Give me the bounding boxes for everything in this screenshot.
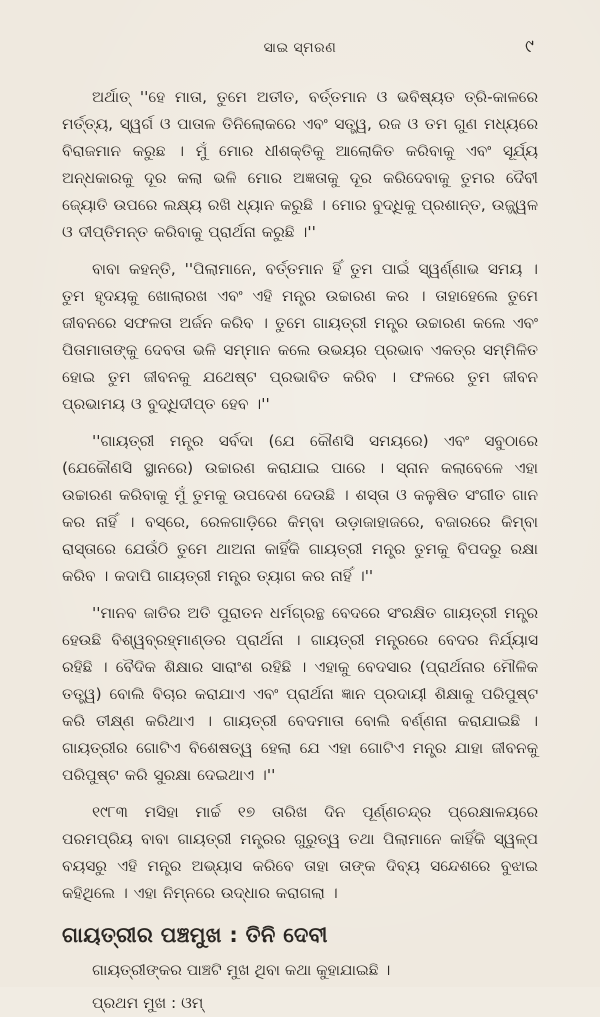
running-title: ସାଇ ସ୍ମରଣ: [263, 40, 337, 56]
section-line-2: ପ୍ରଥମ ମୁଖ : ଓମ୍: [92, 994, 204, 1012]
paragraph-2: ବାବା କହନ୍ତି, ''ପିଲାମାନେ, ବର୍ତ୍ତମାନ ହିଁ ତୁମ ପାଇଁ ସ୍ୱର୍ଣ୍ଣାଭ ସମୟ । ତୁମ ହୃଦୟକୁ ଖୋଲାରଖ ଏବଂ ଏହି ମନ୍ତ୍ର ଉଚ୍ଚାରଣ କର । ତାହାହେଲେ ତୁମେ ଜୀବନରେ ସଫଳତା ଅର୍ଜନ କରିବ । ତୁମେ ଗାୟତ୍ରୀ ମନ୍ତ୍ର ଉଚ୍ଚାରଣ କଲେ ଏବଂ ପିତାମାତାଙ୍କୁ ଦେବତା ଭଳି ସମ୍ମାନ କଲେ ଉଭୟର ପ୍ରଭାବ ଏକତ୍ର ସମ୍ମିଳିତ ହୋଇ ତୁମ ଜୀବନକୁ ଯଥେଷ୍ଟ ପ୍ରଭାବିତ କରିବ । ଫଳରେ ତୁମ ଜୀବନ ପ୍ରଭାମୟ ଓ ବୁଦ୍ଧିଦୀପ୍ତ ହେବ ।'': [62, 260, 538, 413]
section-heading: ଗାୟତ୍ରୀର ପଞ୍ଚମୁଖ : ତିନି ଦେବୀ: [62, 923, 328, 947]
paragraph-1: ଅର୍ଥାତ୍ ''ହେ ମାତା, ତୁମେ ଅତୀତ, ବର୍ତ୍ତମାନ ଓ ଭବିଷ୍ୟତ ତ୍ରି-କାଳରେ ମର୍ତ୍ତ୍ୟ, ସ୍ୱର୍ଗ ଓ ପାତାଳ ତିନିଲୋକରେ ଏବଂ ସତ୍ତ୍ୱ, ରଜ ଓ ତମ ଗୁଣ ମଧ୍ୟରେ ବିରାଜମାନ କରୁଛ । ମୁଁ ମୋର ଧୀଶକ୍ତିକୁ ଆଲୋକିତ କରିବାକୁ ଏବଂ ସୂର୍ଯ୍ୟ ଅନ୍ଧକାରକୁ ଦୂର କଲା ଭଳି ମୋର ଅଜ୍ଞତାକୁ ଦୂର କରିଦେବାକୁ ତୁମର ଦୈବୀ ଜ୍ୟୋତି ଉପରେ ଲକ୍ଷ୍ୟ ରଖି ଧ୍ୟାନ କରୁଛି । ମୋର ବୁଦ୍ଧିକୁ ପ୍ରଶାନ୍ତ, ଉଜ୍ଜ୍ୱଳ ଓ ଦୀପ୍ତିମନ୍ତ କରିବାକୁ ପ୍ରାର୍ଥନା କରୁଛି ।'': [62, 88, 538, 241]
running-header: [62, 36, 538, 66]
paragraph-4: ''ମାନବ ଜାତିର ଅତି ପୁରାତନ ଧର୍ମଗ୍ରନ୍ଥ ବେଦରେ ସଂରକ୍ଷିତ ଗାୟତ୍ରୀ ମନ୍ତ୍ର ହେଉଛି ବିଶ୍ୱବ୍ରହ୍ମାଣ୍ଡର ପ୍ରାର୍ଥନା । ଗାୟତ୍ରୀ ମନ୍ତ୍ରରେ ବେଦର ନିର୍ଯ୍ୟାସ ରହିଛି । ବୈଦିକ ଶିକ୍ଷାର ସାରାଂଶ ରହିଛି । ଏହାକୁ ବେଦସାର (ପ୍ରାର୍ଥନାର ମୌଳିକ ତତ୍ତ୍ୱ) ବୋଲି ବିଚାର କରାଯାଏ ଏବଂ ପ୍ରାର୍ଥନା ଜ୍ଞାନ ପ୍ରଦାୟୀ ଶିକ୍ଷାକୁ ପରିପୁଷ୍ଟ କରି ତୀକ୍ଷ୍ଣ କରିଥାଏ । ଗାୟତ୍ରୀ ବେଦମାତା ବୋଲି ବର୍ଣ୍ଣନା କରାଯାଇଛି । ଗାୟତ୍ରୀର ଗୋଟିଏ ବିଶେଷତ୍ୱ ହେଲା ଯେ ଏହା ଗୋଟିଏ ମନ୍ତ୍ର ଯାହା ଜୀବନକୁ ପରିପୁଷ୍ଟ କରି ସୁରକ୍ଷା ଦେଇଥାଏ ।'': [62, 604, 538, 784]
page-number: ୯: [525, 36, 534, 57]
paragraph-5: ୧୯୮୩ ମସିହା ମାର୍ଚ୍ଚ ୧୭ ତାରିଖ ଦିନ ପୂର୍ଣ୍ଣଚନ୍ଦ୍ର ପ୍ରେକ୍ଷାଳୟରେ ପରମପ୍ରିୟ ବାବା ଗାୟତ୍ରୀ ମନ୍ତ୍ରର ଗୁରୁତ୍ୱ ତଥା ପିଲାମାନେ କାହିଁକି ସ୍ୱଳ୍ପ ବୟସରୁ ଏହି ମନ୍ତ୍ର ଅଭ୍ୟାସ କରିବେ ତାହା ତାଙ୍କ ଦିବ୍ୟ ସନ୍ଦେଶରେ ବୁଝାଇ କହିଥିଲେ । ଏହା ନିମ୍ନରେ ଉଦ୍ଧାର କରାଗଲା ।: [62, 803, 538, 902]
section-line-1: ଗାୟତ୍ରୀଙ୍କର ପାଞ୍ଚଟି ମୁଖ ଥିବା କଥା କୁହାଯାଇଛି ।: [92, 961, 391, 979]
paragraph-3: ''ଗାୟତ୍ରୀ ମନ୍ତ୍ର ସର୍ବଦା (ଯେ କୌଣସି ସମୟରେ) ଏବଂ ସବୁଠାରେ (ଯେକୌଣସି ସ୍ଥାନରେ) ଉଚ୍ଚାରଣ କରାଯାଇ ପାରେ । ସ୍ନାନ କଲାବେଳେ ଏହା ଉଚ୍ଚାରଣ କରିବାକୁ ମୁଁ ତୁମକୁ ଉପଦେଶ ଦେଉଛି । ଶସ୍ତା ଓ କଳୁଷିତ ସଂଗୀତ ଗାନ କର ନାହିଁ । ବସ୍‌ରେ, ରେଳଗାଡ଼ିରେ କିମ୍ବା ଉଡ଼ାଜାହାଜରେ, ବଜାରରେ କିମ୍ବା ରାସ୍ତାରେ ଯେଉଁଠି ତୁମେ ଥାଅନା କାହିଁକି ଗାୟତ୍ରୀ ମନ୍ତ୍ର ତୁମକୁ ବିପଦରୁ ରକ୍ଷା କରିବ । କଦାପି ଗାୟତ୍ରୀ ମନ୍ତ୍ର ତ୍ୟାଗ କର ନାହିଁ ।'': [62, 432, 538, 585]
